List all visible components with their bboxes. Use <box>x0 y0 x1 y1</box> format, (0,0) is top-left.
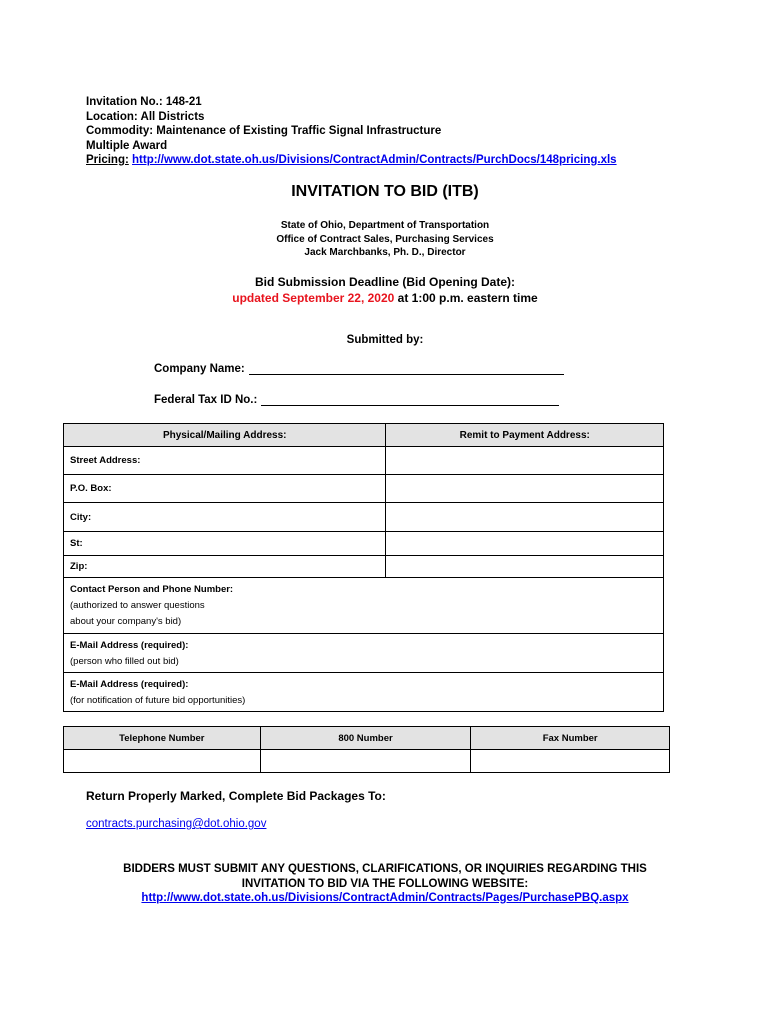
email-notification-cell[interactable] <box>64 673 664 712</box>
agency-line: Jack Marchbanks, Ph. D., Director <box>304 247 466 258</box>
remit-address-header: Remit to Payment Address: <box>386 424 664 447</box>
deadline-block <box>0 274 770 306</box>
phone-table <box>63 726 670 773</box>
pricing-link[interactable]: http://www.dot.state.oh.us/Divisions/ContractAdmin/Contracts/PurchDocs/148pricing.xls <box>132 154 617 166</box>
po-box-cell[interactable]: P.O. Box: <box>64 475 386 503</box>
federal-tax-id-field <box>154 393 559 406</box>
city-cell[interactable]: City: <box>64 503 386 532</box>
return-instructions: Return Properly Marked, Complete Bid Packages To: <box>86 789 386 803</box>
location: Location: All Districts <box>86 110 205 123</box>
fax-number-header: Fax Number <box>471 727 670 750</box>
remit-state-cell[interactable] <box>386 532 664 556</box>
company-name-label: Company Name: <box>154 363 245 375</box>
invitation-number: Invitation No.: 148-21 <box>86 96 202 108</box>
email-required-cell[interactable] <box>64 634 664 673</box>
email-label: E-Mail Address (required): <box>70 639 189 651</box>
800-number-cell[interactable] <box>260 750 471 773</box>
bidders-line: BIDDERS MUST SUBMIT ANY QUESTIONS, CLARIFICATIONS, OR INQUIRIES REGARDING THIS <box>123 863 647 875</box>
state-cell[interactable]: St: <box>64 532 386 556</box>
page-title: INVITATION TO BID (ITB) <box>291 183 479 200</box>
contact-note: about your company's bid) <box>70 615 182 627</box>
agency-line: State of Ohio, Department of Transportation <box>280 220 490 231</box>
remit-street-cell[interactable] <box>386 447 664 475</box>
deadline-date-line <box>0 290 770 306</box>
email-label: E-Mail Address (required): <box>70 678 189 690</box>
deadline-label: Bid Submission Deadline (Bid Opening Date): <box>254 275 515 289</box>
telephone-header: Telephone Number <box>64 727 261 750</box>
pbq-website-link[interactable]: http://www.dot.state.oh.us/Divisions/ContractAdmin/Contracts/Pages/PurchasePBQ.aspx <box>141 892 629 904</box>
telephone-cell[interactable] <box>64 750 261 773</box>
physical-address-header: Physical/Mailing Address: <box>64 424 386 447</box>
award-type: Multiple Award <box>86 139 168 152</box>
bidders-notice <box>0 862 770 906</box>
commodity: Commodity: Maintenance of Existing Traffic Signal Infrastructure <box>86 125 442 137</box>
contact-person-cell[interactable] <box>64 578 664 634</box>
company-name-field <box>154 362 564 375</box>
remit-po-box-cell[interactable] <box>386 475 664 503</box>
company-name-input-line[interactable] <box>249 362 564 375</box>
federal-tax-id-label: Federal Tax ID No.: <box>154 394 258 406</box>
contact-note: (authorized to answer questions <box>70 599 205 611</box>
federal-tax-id-input-line[interactable] <box>261 393 559 406</box>
800-number-header: 800 Number <box>260 727 471 750</box>
agency-line: Office of Contract Sales, Purchasing Services <box>276 233 494 245</box>
submitted-by-label: Submitted by: <box>346 334 424 346</box>
email-note: (for notification of future bid opportunities) <box>70 694 246 706</box>
deadline-updated: updated September 22, 2020 <box>232 291 395 305</box>
pricing-line <box>86 153 617 168</box>
remit-city-cell[interactable] <box>386 503 664 532</box>
deadline-time: at 1:00 p.m. eastern time <box>394 291 538 305</box>
remit-zip-cell[interactable] <box>386 556 664 578</box>
zip-cell[interactable]: Zip: <box>64 556 386 578</box>
bidders-line: INVITATION TO BID VIA THE FOLLOWING WEBSITE: <box>241 877 529 890</box>
return-email-link[interactable]: contracts.purchasing@dot.ohio.gov <box>86 818 267 830</box>
fax-number-cell[interactable] <box>471 750 670 773</box>
agency-block <box>0 219 770 260</box>
header-block <box>86 95 617 168</box>
street-address-cell[interactable]: Street Address: <box>64 447 386 475</box>
email-note: (person who filled out bid) <box>70 655 179 667</box>
contact-label: Contact Person and Phone Number: <box>70 583 234 595</box>
pricing-label: Pricing: <box>86 154 129 166</box>
address-table <box>63 423 664 712</box>
